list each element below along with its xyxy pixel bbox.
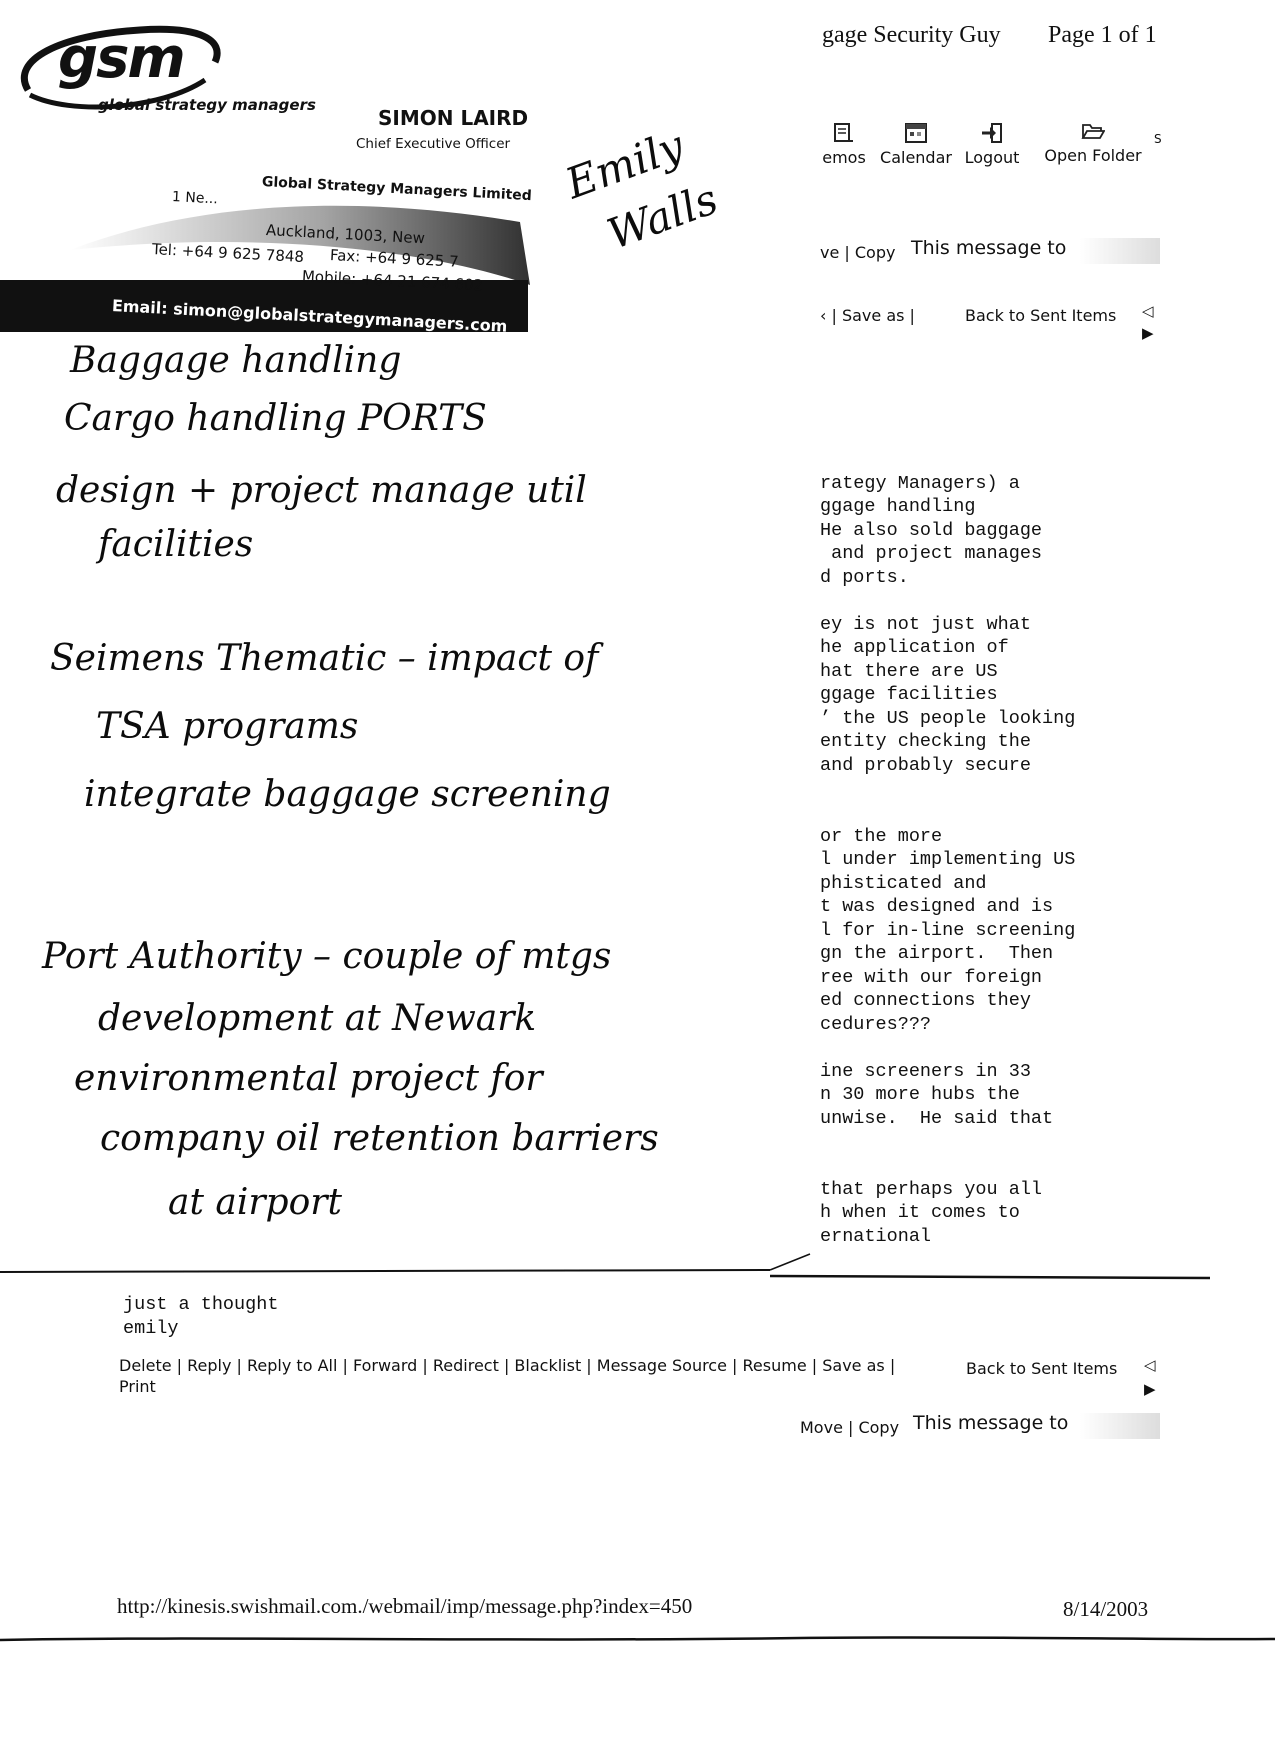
logout-label: Logout	[964, 148, 1020, 167]
save-as-link[interactable]: Save as	[822, 1356, 885, 1375]
paper-edge-line	[0, 1240, 1275, 1280]
page-url: http://kinesis.swishmail.com./webmail/imp/message.php?index=450	[117, 1594, 693, 1618]
calendar-button[interactable]	[874, 122, 958, 167]
message-to-label-top: This message to	[911, 237, 1067, 259]
calendar-icon	[904, 122, 928, 144]
handwritten-note-line: TSA programs	[96, 706, 359, 747]
blacklist-link[interactable]: Blacklist	[514, 1356, 582, 1375]
print-date: 8/14/2003	[1063, 1597, 1149, 1621]
body-line: and probably secure	[820, 755, 1031, 776]
save-as-link-top[interactable]: ‹ | Save as |	[820, 306, 915, 325]
body-line: h when it comes to	[820, 1202, 1020, 1223]
handwritten-note-line: Port Authority – couple of mtgs	[42, 936, 612, 977]
handwritten-note-line: environmental project for	[74, 1058, 543, 1099]
message-to-label-bottom: This message to	[913, 1412, 1069, 1434]
body-line: l for in-line screening	[820, 920, 1076, 941]
card-mobile: Mobile: +64 21 674 602	[301, 267, 484, 295]
business-card	[0, 0, 540, 345]
card-address-line: 1 Ne...	[171, 189, 219, 208]
body-line: ’ the US people looking	[820, 708, 1076, 729]
memos-button[interactable]	[818, 122, 870, 167]
scan-bottom-edge	[0, 1630, 1275, 1650]
body-line: ed connections they	[820, 990, 1031, 1011]
resume-link[interactable]: Resume	[742, 1356, 807, 1375]
card-position: Chief Executive Officer	[356, 136, 511, 152]
forward-link[interactable]: Forward	[352, 1356, 418, 1375]
body-line: entity checking the	[820, 731, 1031, 752]
handwritten-note-line: Cargo handling PORTS	[64, 398, 487, 439]
body-line: ine screeners in 33	[820, 1061, 1031, 1082]
redirect-link[interactable]: Redirect	[432, 1356, 499, 1375]
body-line: phisticated and	[820, 873, 987, 894]
open-folder-icon	[1081, 120, 1105, 142]
toolbar-cut-off-item: S	[1154, 132, 1162, 146]
handwritten-note-line: company oil retention barriers	[100, 1118, 659, 1159]
open-folder-button[interactable]	[1040, 120, 1146, 165]
body-line: ggage facilities	[820, 684, 998, 705]
body-line: n 30 more hubs the	[820, 1084, 1020, 1105]
move-to-select-top[interactable]	[1080, 238, 1160, 264]
closing-line: just a thought	[123, 1294, 279, 1315]
handwritten-note-line: design + project manage util	[56, 470, 587, 511]
handwritten-signature-first: Emily	[559, 120, 690, 209]
handwritten-signature-last: Walls	[601, 174, 724, 259]
logout-button[interactable]	[960, 122, 1024, 167]
next-message-icon-bottom[interactable]: ▶	[1144, 1380, 1156, 1398]
previous-message-icon[interactable]: ◁	[1142, 302, 1154, 320]
move-copy-links-bottom[interactable]: Move | Copy	[800, 1418, 900, 1437]
body-line: gn the airport. Then	[820, 943, 1054, 964]
move-to-select-bottom[interactable]	[1080, 1413, 1160, 1439]
handwritten-note-line: Baggage handling	[70, 340, 402, 381]
body-line: unwise. He said that	[820, 1108, 1054, 1129]
body-line: cedures???	[820, 1014, 932, 1035]
body-line: or the more	[820, 826, 943, 847]
calendar-label: Calendar	[880, 148, 952, 167]
closing-signature: emily	[123, 1318, 179, 1339]
card-name: SIMON LAIRD	[378, 106, 529, 130]
card-phone: Tel: +64 9 625 7848	[151, 240, 305, 266]
card-fax: Fax: +64 9 625 7	[329, 246, 460, 271]
body-line: ggage handling	[820, 496, 976, 517]
body-line: l under implementing US	[820, 849, 1076, 870]
previous-message-icon-bottom[interactable]: ◁	[1144, 1356, 1156, 1374]
body-line: ree with our foreign	[820, 967, 1043, 988]
card-city: Auckland, 1003, New	[265, 221, 426, 248]
handwritten-note-line: Seimens Thematic – impact of	[50, 638, 599, 679]
body-line: He also sold baggage	[820, 520, 1043, 541]
handwritten-note-line: at airport	[168, 1182, 342, 1223]
print-link[interactable]: Print	[119, 1377, 156, 1396]
message-actions-bar: Delete | Reply | Reply to All | Forward | Redirect | Blacklist | Message Source | Resume | Save as |	[119, 1356, 896, 1375]
handwritten-note-line: integrate baggage screening	[84, 774, 611, 815]
delete-link[interactable]: Delete	[119, 1356, 172, 1375]
body-line: rategy Managers) a	[820, 473, 1020, 494]
message-source-link[interactable]: Message Source	[596, 1356, 727, 1375]
back-to-sent-link-top[interactable]: Back to Sent Items	[965, 306, 1117, 325]
body-line: he application of	[820, 637, 1009, 658]
body-line: hat there are US	[820, 661, 998, 682]
body-line: ey is not just what	[820, 614, 1031, 635]
card-company: Global Strategy Managers Limited	[261, 174, 533, 205]
handwritten-note-line: development at Newark	[98, 998, 537, 1039]
memos-label: emos	[822, 148, 866, 167]
page-number: Page 1 of 1	[1048, 22, 1157, 48]
open-folder-label: Open Folder	[1044, 146, 1142, 165]
body-line: t was designed and is	[820, 896, 1054, 917]
reply-all-link[interactable]: Reply to All	[247, 1356, 338, 1375]
logo-tagline: global strategy managers	[98, 96, 316, 114]
memos-icon	[832, 122, 856, 144]
body-line: ernational	[820, 1226, 932, 1247]
body-line: and project manages	[820, 543, 1043, 564]
logout-icon	[980, 122, 1004, 144]
move-copy-links-top[interactable]: ve | Copy	[820, 243, 896, 262]
body-line: d ports.	[820, 567, 909, 588]
message-subject-fragment: gage Security Guy	[822, 22, 1001, 48]
company-logo: gsm	[58, 26, 184, 91]
back-to-sent-link-bottom[interactable]: Back to Sent Items	[966, 1359, 1118, 1378]
card-email: Email: simon@globalstrategymanagers.com	[111, 296, 508, 336]
body-line: that perhaps you all	[820, 1179, 1043, 1200]
reply-link[interactable]: Reply	[187, 1356, 232, 1375]
next-message-icon[interactable]: ▶	[1142, 324, 1154, 342]
handwritten-note-line: facilities	[98, 524, 254, 565]
